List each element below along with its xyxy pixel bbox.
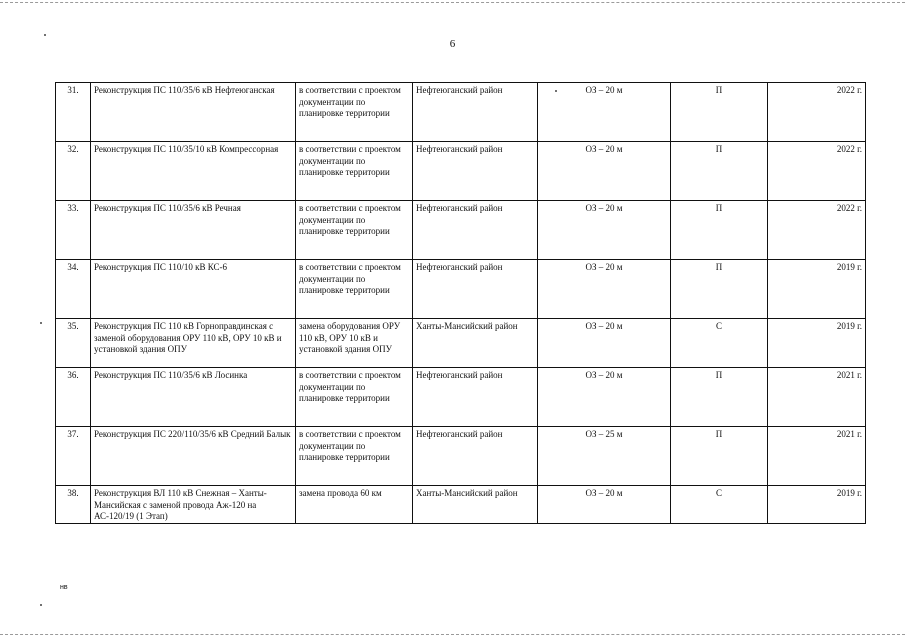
object-type: П — [671, 201, 768, 260]
protection-zone: ОЗ – 20 м — [538, 486, 671, 524]
scan-edge-bottom — [0, 634, 905, 635]
table-row — [56, 260, 866, 319]
table-row — [56, 427, 866, 486]
table-row — [56, 142, 866, 201]
object-type: П — [671, 142, 768, 201]
scan-edge-top — [0, 2, 905, 3]
object-type: С — [671, 486, 768, 524]
protection-zone: ОЗ – 20 м — [538, 142, 671, 201]
row-number: 32. — [56, 142, 91, 201]
object-basis: в соответствии с проектом документации по планировке территории — [296, 368, 413, 427]
completion-year: 2019 г. — [768, 486, 866, 524]
scan-speck — [40, 322, 42, 324]
table-row — [56, 319, 866, 368]
object-type: С — [671, 319, 768, 368]
object-basis: в соответствии с проектом документации по планировке территории — [296, 142, 413, 201]
object-name: Реконструкция ПС 110 кВ Горноправдинская с заменой оборудования ОРУ 110 кВ, ОРУ 10 кВ и установкой здания ОПУ — [91, 319, 296, 368]
projects-table — [55, 82, 866, 524]
completion-year: 2022 г. — [768, 201, 866, 260]
object-basis: в соответствии с проектом документации по планировке территории — [296, 260, 413, 319]
row-number: 33. — [56, 201, 91, 260]
object-basis: в соответствии с проектом документации по планировке территории — [296, 201, 413, 260]
object-basis: замена оборудования ОРУ 110 кВ, ОРУ 10 кВ и установкой здания ОПУ — [296, 319, 413, 368]
page-number: 6 — [449, 38, 456, 50]
object-area: Ханты-Мансийский район — [413, 486, 538, 524]
table-row — [56, 83, 866, 142]
footer-mark: нв — [60, 584, 68, 591]
object-area: Нефтеюганский район — [413, 260, 538, 319]
object-basis: замена провода 60 км — [296, 486, 413, 524]
object-name: Реконструкция ПС 110/10 кВ КС-6 — [91, 260, 296, 319]
table-row — [56, 368, 866, 427]
completion-year: 2021 г. — [768, 368, 866, 427]
protection-zone: ОЗ – 20 м — [538, 201, 671, 260]
object-type: П — [671, 368, 768, 427]
row-number: 36. — [56, 368, 91, 427]
completion-year: 2019 г. — [768, 260, 866, 319]
object-name: Реконструкция ПС 110/35/6 кВ Лосинка — [91, 368, 296, 427]
row-number: 31. — [56, 83, 91, 142]
scan-speck — [555, 90, 557, 92]
table-row — [56, 486, 866, 524]
object-area: Нефтеюганский район — [413, 201, 538, 260]
protection-zone: ОЗ – 20 м — [538, 83, 671, 142]
completion-year: 2021 г. — [768, 427, 866, 486]
protection-zone: ОЗ – 20 м — [538, 368, 671, 427]
object-area: Нефтеюганский район — [413, 142, 538, 201]
protection-zone: ОЗ – 20 м — [538, 260, 671, 319]
row-number: 35. — [56, 319, 91, 368]
protection-zone: ОЗ – 25 м — [538, 427, 671, 486]
completion-year: 2019 г. — [768, 319, 866, 368]
object-area: Нефтеюганский район — [413, 427, 538, 486]
object-basis: в соответствии с проектом документации по планировке территории — [296, 427, 413, 486]
object-name: Реконструкция ПС 220/110/35/6 кВ Средний Балык — [91, 427, 296, 486]
row-number: 37. — [56, 427, 91, 486]
table-row — [56, 201, 866, 260]
object-type: П — [671, 260, 768, 319]
object-type: П — [671, 427, 768, 486]
completion-year: 2022 г. — [768, 142, 866, 201]
object-name: Реконструкция ВЛ 110 кВ Снежная – Ханты-Мансийская с заменой провода Аж-120 на АС-120/19 (1 Этап) — [91, 486, 296, 524]
protection-zone: ОЗ – 20 м — [538, 319, 671, 368]
row-number: 34. — [56, 260, 91, 319]
scan-speck — [40, 604, 42, 606]
object-basis: в соответствии с проектом документации по планировке территории — [296, 83, 413, 142]
object-type: П — [671, 83, 768, 142]
object-area: Нефтеюганский район — [413, 83, 538, 142]
scan-speck — [44, 34, 46, 36]
completion-year: 2022 г. — [768, 83, 866, 142]
object-name: Реконструкция ПС 110/35/10 кВ Компрессорная — [91, 142, 296, 201]
object-area: Нефтеюганский район — [413, 368, 538, 427]
object-name: Реконструкция ПС 110/35/6 кВ Речная — [91, 201, 296, 260]
object-area: Ханты-Мансийский район — [413, 319, 538, 368]
object-name: Реконструкция ПС 110/35/6 кВ Нефтеюганская — [91, 83, 296, 142]
row-number: 38. — [56, 486, 91, 524]
